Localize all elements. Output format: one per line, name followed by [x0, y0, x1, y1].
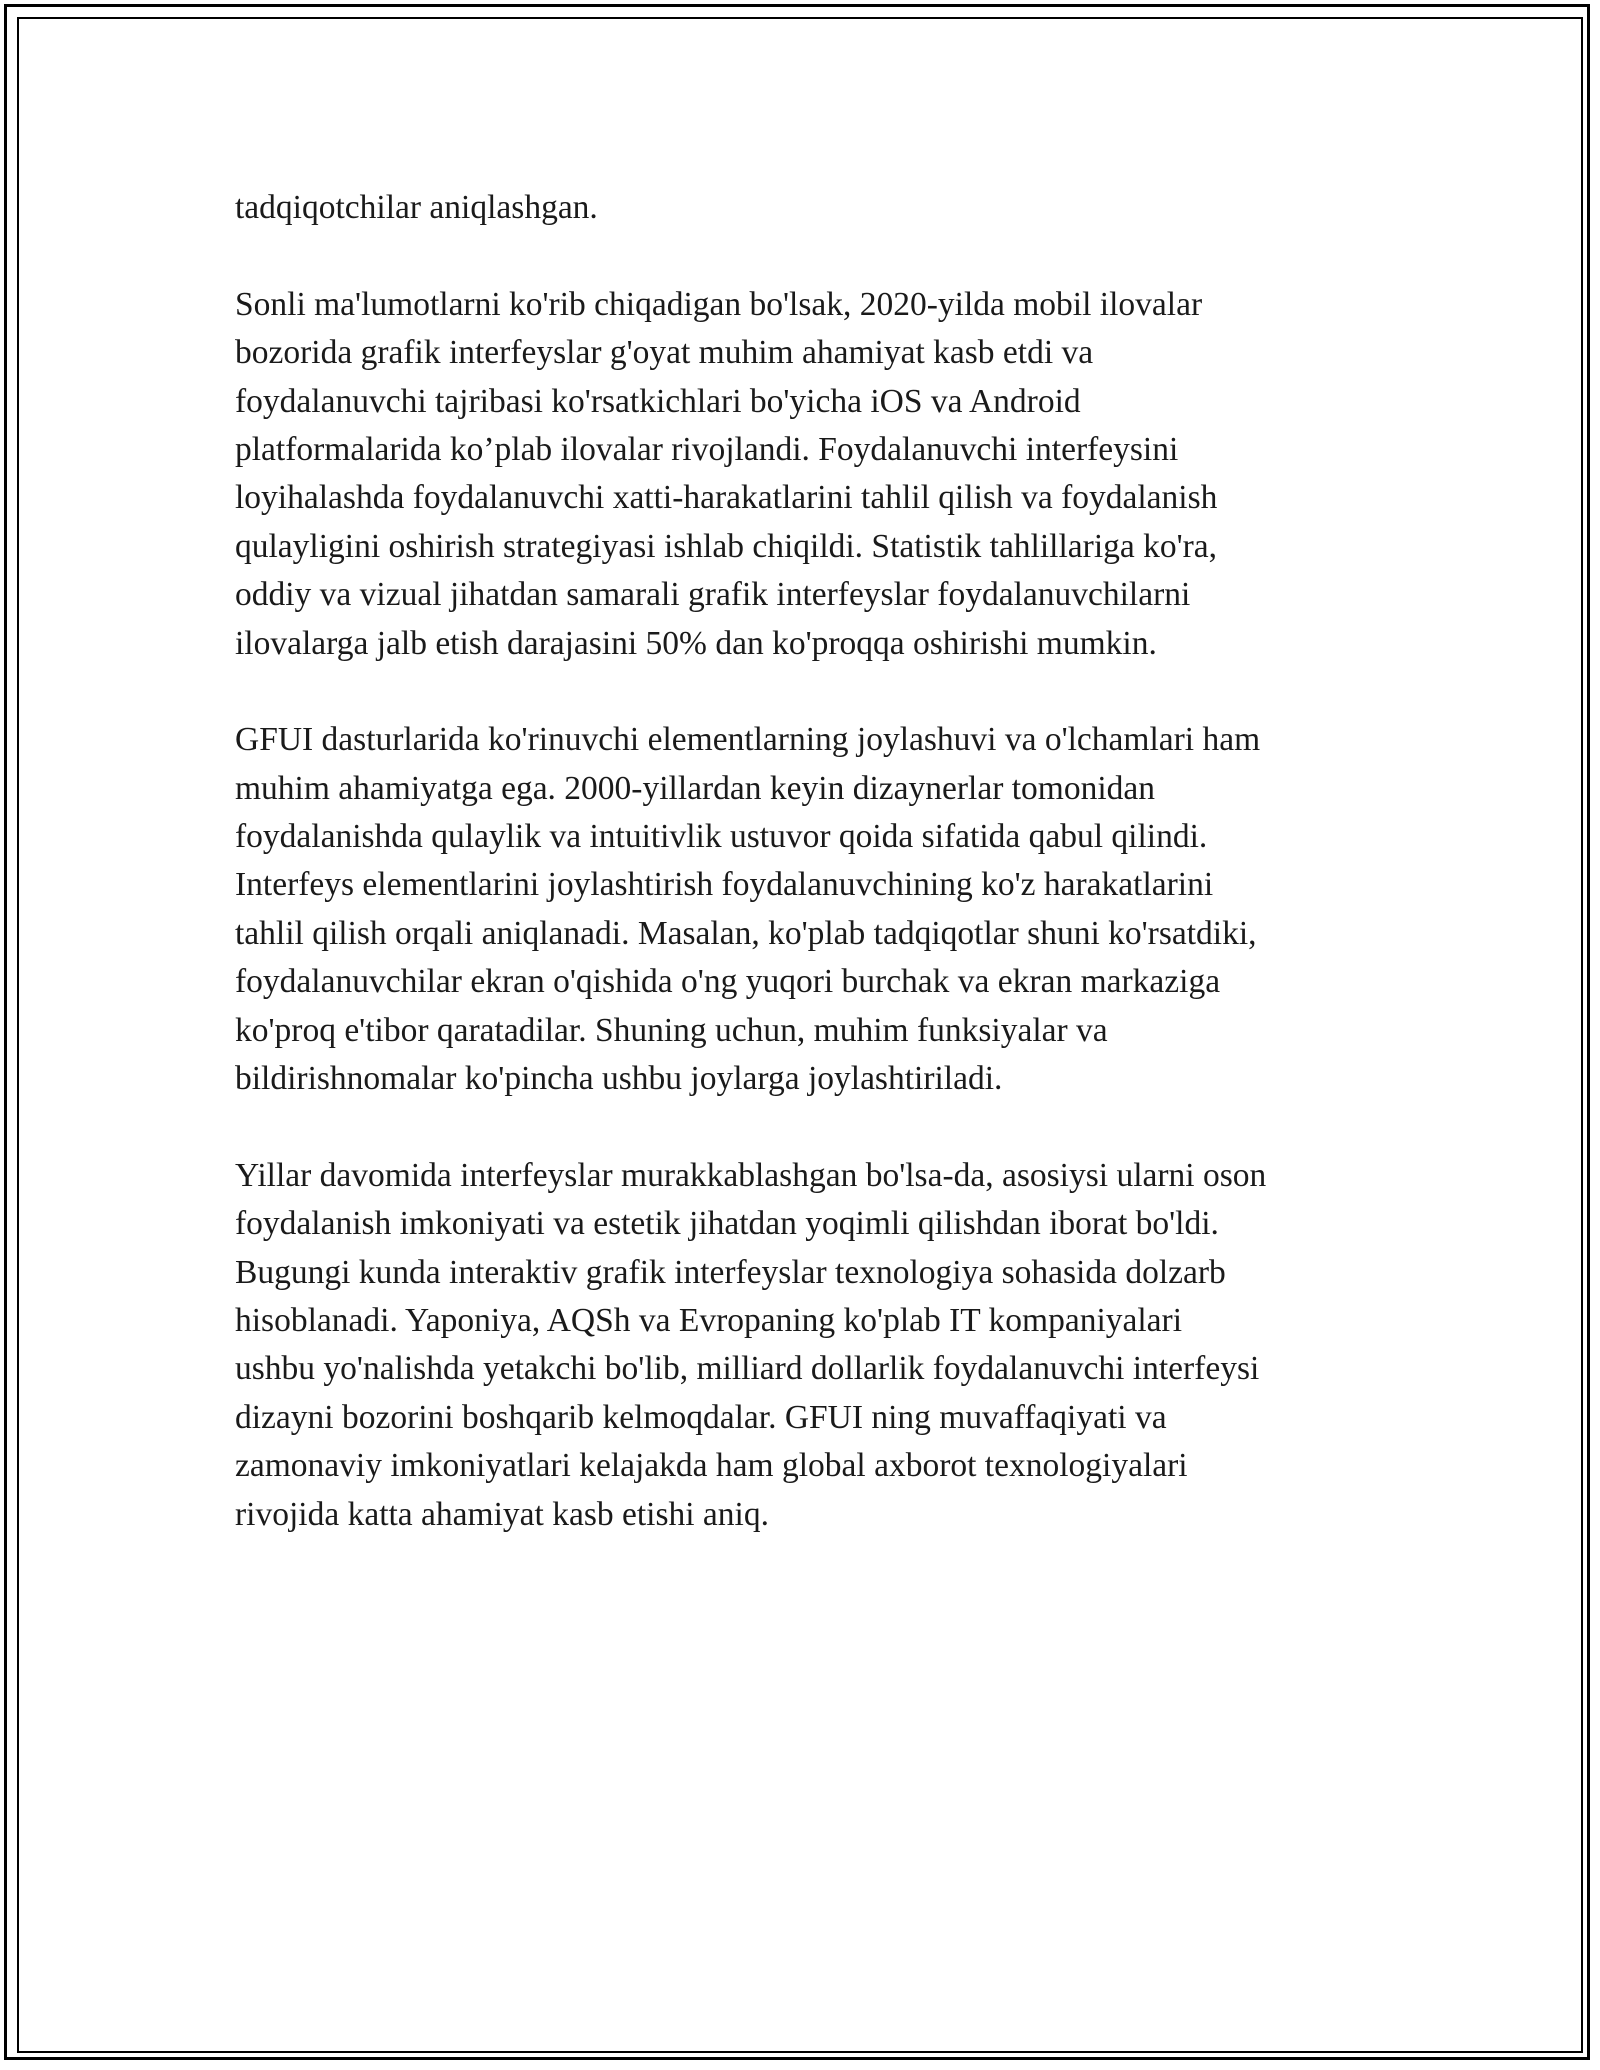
text-line: ko'proq e'tibor qaratadilar. Shuning uchun, muhim funksiyalar va	[235, 1011, 1108, 1049]
paragraph-2	[235, 281, 1370, 668]
text-line: muhim ahamiyatga ega. 2000-yillardan keyin dizaynerlar tomonidan	[235, 769, 1156, 807]
text-line: foydalanuvchilar ekran o'qishida o'ng yuqori burchak va ekran markaziga	[235, 963, 1221, 1001]
text-line: tahlil qilish orqali aniqlanadi. Masalan, ko'plab tadqiqotlar shuni ko'rsatdiki,	[235, 914, 1257, 952]
text-line: ilovalarga jalb etish darajasini 50% dan ko'proqqa oshirishi mumkin.	[235, 624, 1157, 662]
text-line: platformalarida ko’plab ilovalar rivojlandi. Foydalanuvchi interfeysini	[235, 430, 1179, 468]
paragraph-1	[235, 184, 1370, 232]
text-line: zamonaviy imkoniyatlari kelajakda ham global axborot texnologiyalari	[235, 1447, 1188, 1485]
text-line: loyihalashda foydalanuvchi xatti-harakatlarini tahlil qilish va foydalanish	[235, 479, 1218, 517]
text-line: Yillar davomida interfeyslar murakkablashgan bo'lsa-da, asosiysi ularni oson	[235, 1156, 1267, 1194]
text-line: bozorida grafik interfeyslar g'oyat muhim ahamiyat kasb etdi va	[235, 334, 1094, 372]
text-line: rivojida katta ahamiyat kasb etishi aniq.	[235, 1495, 769, 1533]
document-body	[235, 184, 1370, 1539]
text-line: Interfeys elementlarini joylashtirish foydalanuvchining ko'z harakatlarini	[235, 866, 1214, 904]
text-line: dizayni bozorini boshqarib kelmoqdalar. GFUI ning muvaffaqiyati va	[235, 1398, 1167, 1436]
text-line: ushbu yo'nalishda yetakchi bo'lib, milliard dollarlik foydalanuvchi interfeysi	[235, 1350, 1260, 1388]
text-line: Bugungi kunda interaktiv grafik interfeyslar texnologiya sohasida dolzarb	[235, 1253, 1226, 1291]
paragraph-3	[235, 716, 1370, 1103]
text-line: hisoblanadi. Yaponiya, AQSh va Evropaning ko'plab IT kompaniyalari	[235, 1301, 1183, 1339]
text-line: tadqiqotchilar aniqlashgan.	[235, 189, 598, 226]
text-line: oddiy va vizual jihatdan samarali grafik interfeyslar foydalanuvchilarni	[235, 576, 1191, 614]
paragraph-4	[235, 1152, 1370, 1539]
text-line: foydalanishda qulaylik va intuitivlik ustuvor qoida sifatida qabul qilindi.	[235, 818, 1208, 856]
text-line: foydalanuvchi tajribasi ko'rsatkichlari bo'yicha iOS va Android	[235, 382, 1081, 420]
text-line: bildirishnomalar ko'pincha ushbu joylarga joylashtiriladi.	[235, 1060, 1003, 1098]
text-line: Sonli ma'lumotlarni ko'rib chiqadigan bo'lsak, 2020-yilda mobil ilovalar	[235, 285, 1203, 323]
text-line: foydalanish imkoniyati va estetik jihatdan yoqimli qilishdan iborat bo'ldi.	[235, 1205, 1219, 1243]
text-line: GFUI dasturlarida ko'rinuvchi elementlarning joylashuvi va o'lchamlari ham	[235, 721, 1261, 759]
text-line: qulayligini oshirish strategiyasi ishlab chiqildi. Statistik tahlillariga ko'ra,	[235, 527, 1218, 565]
